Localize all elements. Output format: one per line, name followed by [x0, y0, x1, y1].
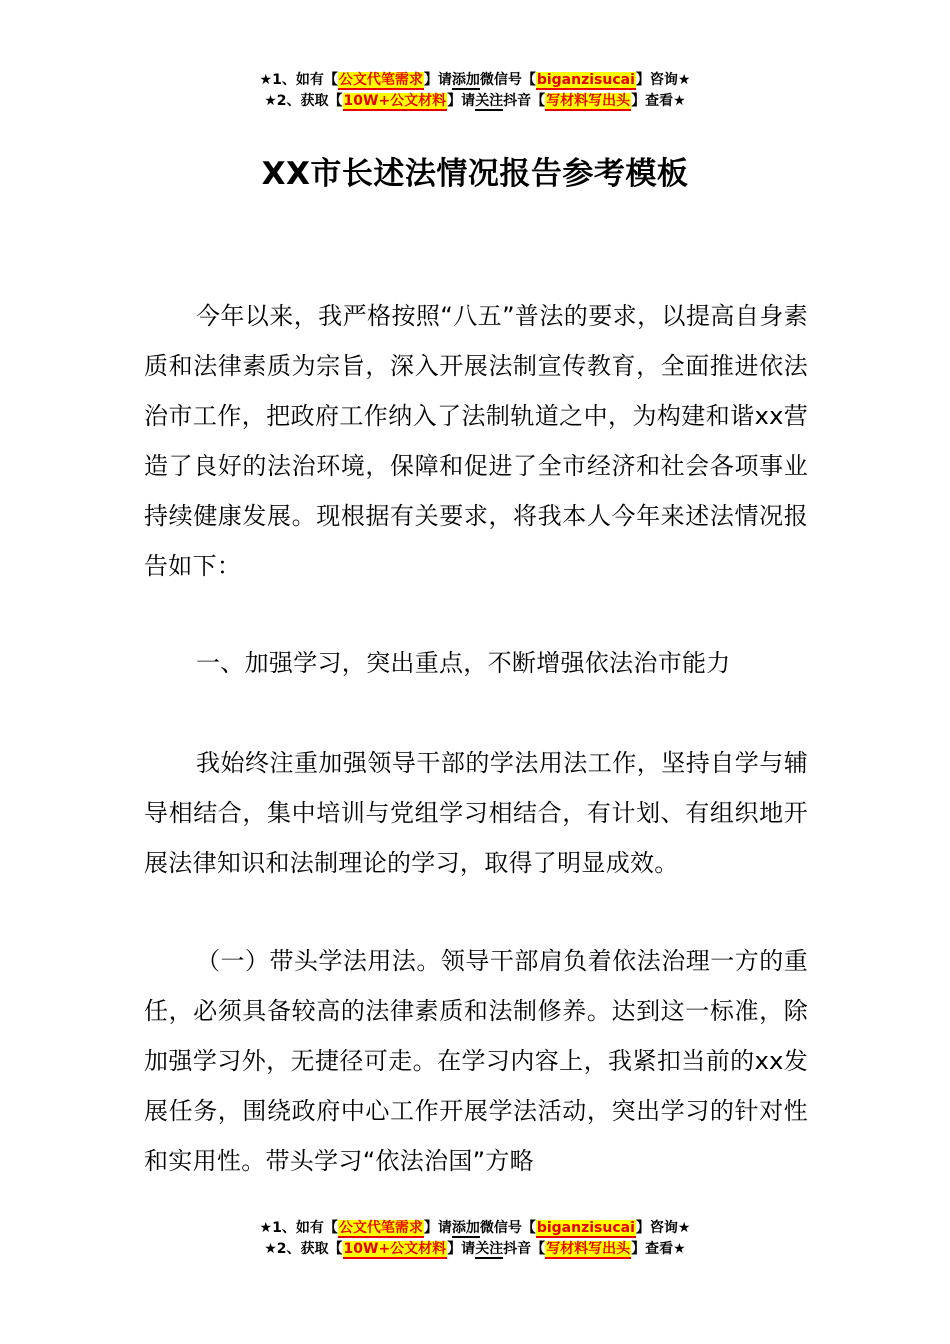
banner-text: ★2、获取【: [264, 93, 343, 109]
banner-text: 抖音【: [503, 1241, 546, 1257]
banner-underline: 关注: [475, 1241, 504, 1257]
banner-highlight-douyin: 写材料写出头: [546, 1241, 631, 1257]
banner-text: 】查看★: [631, 1241, 686, 1257]
paragraph-lead-by-example: （一）带头学法用法。领导干部肩负着依法治理一方的重任，必须具备较高的法律素质和法制修养。达到这一标准，除加强学习外，无捷径可走。在学习内容上，我紧扣当前的xx发展任务，围绕政府中心工作开展学法活动，突出学习的针对性和实用性。带头学习“依法治国”方略: [144, 947, 808, 1175]
banner-highlight-wechat: biganzisucai: [536, 72, 635, 88]
banner-highlight-service: 公文代笔需求: [338, 1220, 423, 1236]
banner-underline: 关注: [475, 93, 504, 109]
banner-highlight-douyin: 写材料写出头: [546, 93, 631, 109]
banner-text: 】请: [423, 1220, 452, 1236]
banner-text: ★2、获取【: [264, 1241, 343, 1257]
section-heading-1: 一、加强学习，突出重点，不断增强依法治市能力: [196, 649, 731, 677]
banner-highlight-materials: 10W+公文材料: [343, 1241, 447, 1257]
banner-highlight-wechat: biganzisucai: [536, 1220, 635, 1236]
banner-text: 】咨询★: [635, 72, 691, 88]
banner-line-2: [0, 1239, 950, 1260]
banner-line-1: [0, 70, 950, 91]
banner-text: ★1、如有【: [259, 72, 338, 88]
bottom-banner: [0, 1218, 950, 1260]
banner-line-2: [0, 91, 950, 112]
banner-underline: 添加: [451, 72, 480, 88]
top-banner: [0, 70, 950, 112]
banner-text: 微信号【: [479, 72, 536, 88]
banner-line-1: [0, 1218, 950, 1239]
banner-text: 抖音【: [503, 93, 546, 109]
banner-text: 】请: [423, 72, 452, 88]
banner-highlight-materials: 10W+公文材料: [343, 93, 447, 109]
banner-text: 微信号【: [479, 1220, 536, 1236]
paragraph-intro: 今年以来，我严格按照“八五”普法的要求，以提高自身素质和法律素质为宗旨，深入开展法制宣传教育，全面推进依法治市工作，把政府工作纳入了法制轨道之中，为构建和谐xx营造了良好的法治环境，保障和促进了全市经济和社会各项事业持续健康发展。现根据有关要求，将我本人今年来述法情况报告如下：: [144, 302, 808, 580]
banner-underline: 添加: [451, 1220, 480, 1236]
banner-highlight-service: 公文代笔需求: [338, 72, 423, 88]
banner-text: 】请: [447, 93, 476, 109]
banner-text: 】请: [447, 1241, 476, 1257]
paragraph-study: 我始终注重加强领导干部的学法用法工作，坚持自学与辅导相结合，集中培训与党组学习相结合，有计划、有组织地开展法律知识和法制理论的学习，取得了明显成效。: [144, 749, 808, 877]
banner-text: ★1、如有【: [259, 1220, 338, 1236]
banner-text: 】查看★: [631, 93, 686, 109]
document-title: XX市长述法情况报告参考模板: [261, 156, 689, 192]
banner-text: 】咨询★: [635, 1220, 691, 1236]
